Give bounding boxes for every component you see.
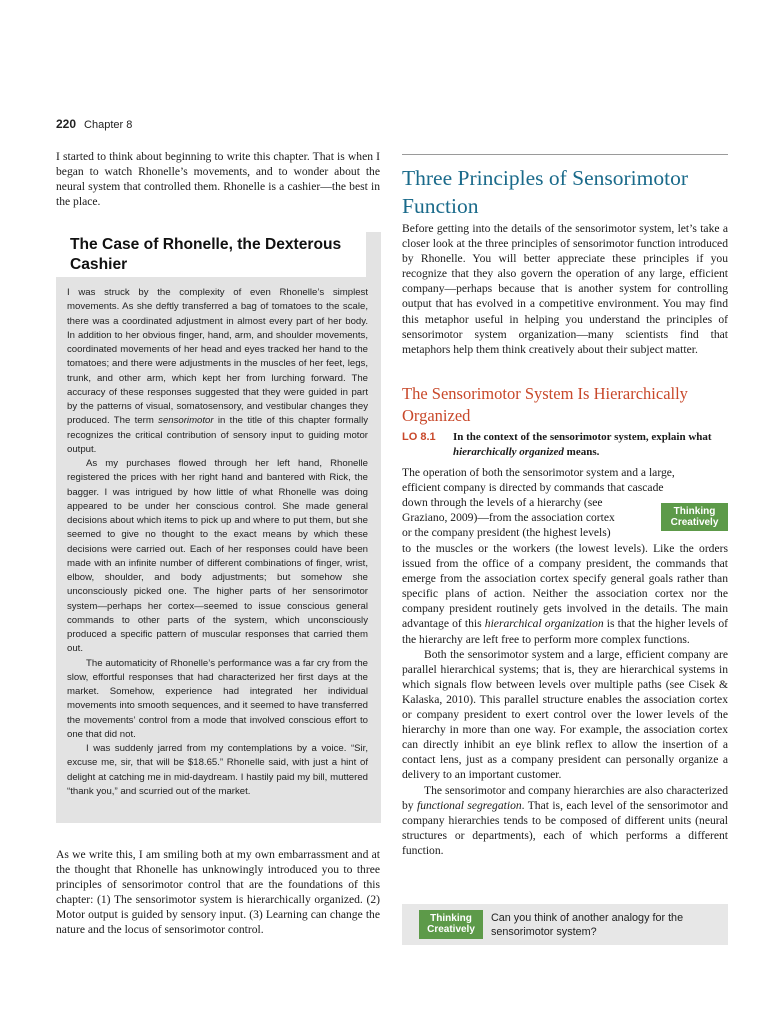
hierarchy-paragraphs bbox=[402, 541, 728, 858]
hier-text-b: is that the higher levels of the hierarchy are left free to perform more complex functions. bbox=[402, 617, 728, 646]
case-paragraph-2: As my purchases flowed through her left hand, Rhonelle registered the prices with her right hand and bantered with Rick, the bagger. I was intrigued by how little of what Rhonelle was doing appeared to be under her conscious control. She made general decisions about which items to pick up and where to put them, but she seemed to give no thought to the exact means by which these decisions were carried out. Each of her responses could have been made with an infinite number of different combinations of finger, wrist, elbow, shoulder, and body adjustments; but somehow she unconsciously picked one. The higher parts of her sensorimotor system—perhaps her cortex—seemed to issue conscious general commands to other parts of the system, which unconsciously produced a specific pattern of muscular responses that carried them out. bbox=[67, 458, 368, 655]
thinking-creatively-badge-2 bbox=[419, 910, 483, 939]
lo-text-b: means. bbox=[563, 446, 600, 458]
case-paragraph-4: I was suddenly jarred from my contemplations by a voice. “Sir, excuse me, sir, that will be $18.65.” Rhonelle said, with just a hint of delight at catching me in mid-daydream. I hastily paid my bill, muttered “thank you,” and scurried out of the market. bbox=[67, 743, 368, 797]
operation-line-2: efficient company is directed by commands that cascade bbox=[402, 481, 664, 495]
thinking-creatively-question: Can you think of another analogy for the sensorimotor system? bbox=[491, 912, 684, 938]
operation-line-4: Graziano, 2009)—from the association cortex bbox=[402, 511, 615, 525]
case-box-title: The Case of Rhonelle, the Dexterous Cashier bbox=[70, 236, 342, 273]
operation-line-3: down through the levels of a hierarchy (see bbox=[402, 496, 603, 510]
segregation-paragraph bbox=[402, 783, 728, 858]
seg-text-b: . That is, each level of the sensorimotor and company hierarchies tends to be composed of different units (neural structures or departments), each of which performs a different function. bbox=[402, 798, 729, 857]
outro-paragraph: As we write this, I am smiling both at my own embarrassment and at the thought that Rhonelle has unknowingly introduced you to three principles of sensorimotor control that are the foundations of this chapter: (1) The sensorimotor system is hierarchically organized. (2) Motor output is guided by sensory input. (3) Learning can change the nature and the locus of sensorimotor control. bbox=[56, 848, 380, 937]
badge2-line-2: Creatively bbox=[427, 924, 475, 935]
section-intro-paragraph: Before getting into the details of the sensorimotor system, let’s take a closer look at the three principles of sensorimotor function introduced by Rhonelle. You will better appreciate these principles if you recognize that they also govern the operation of any large, efficient company—perhaps because that is another system for controlling output that has evolved in a competitive environment. You may find this metaphor useful in helping you understand the principles of sensorimotor system organization—many scientists find that metaphors help them think creatively about their subject matter. bbox=[402, 222, 728, 356]
badge-line-1: Thinking bbox=[673, 506, 716, 517]
case-paragraph-3: The automaticity of Rhonelle’s performance was a far cry from the slow, effortful responses that had characterized her first days at the market. Somehow, experience had integrated her individual movements into smooth sequences, and it seemed to have transferred the movements’ control from a mode that involved conscious effort to one that did not. bbox=[67, 657, 368, 740]
badge2-line-1: Thinking bbox=[430, 913, 472, 924]
chapter-label: Chapter 8 bbox=[84, 119, 133, 131]
seg-text-a: The sensorimotor and company hierarchies are also characterized by bbox=[402, 783, 728, 812]
case-box-body bbox=[67, 286, 368, 799]
case-box-header bbox=[56, 232, 366, 277]
page-number: 220 bbox=[56, 117, 77, 131]
badge-line-2: Creatively bbox=[670, 517, 719, 528]
section-title: Three Principles of Sensorimotor Function bbox=[402, 166, 689, 218]
intro-paragraph: I started to think about beginning to write this chapter. That is when I began to watch Rhonelle’s movements, and to wonder about the neural system that controlled them. Rhonelle is a cashier—the best in the place. bbox=[56, 150, 380, 209]
hier-emphasis: hierarchical organization bbox=[484, 617, 604, 631]
case-p1-text-b: in the title of this chapter formally recognizes the critical contribution of sensory input to guiding motor output. bbox=[67, 415, 368, 455]
lo-text-emphasis: hierarchically organized bbox=[453, 446, 564, 458]
operation-line-1: The operation of both the sensorimotor system and a large, bbox=[402, 466, 675, 479]
case-box bbox=[56, 232, 381, 823]
section-rule bbox=[402, 154, 728, 155]
page-header bbox=[56, 117, 132, 131]
hier-text-a: to the muscles or the workers (the lowest levels). Like the orders issued from the office of a company president, the commands that emerge from the association cortex specify general goals rather than specific plans of action. Neither the association cortex nor the company president routinely gets involved in the details. The main advantage of this bbox=[402, 542, 728, 631]
parallel-paragraph: Both the sensorimotor system and a large, efficient company are parallel hierarchical systems; that is, they are hierarchical systems in which signals flow between levels over multiple paths (see Cisek & Kalaska, 2010). This parallel structure enables the association cortex or company president to exert control over the lower levels of the hierarchy in more than one way. For example, the association cortex can directly inhibit an eye blink reflex to allow the insertion of a contact lens, just as a company president can personally organize a delivery to an important customer. bbox=[402, 647, 728, 782]
case-p1-emphasis: sensorimotor bbox=[158, 415, 214, 427]
thinking-creatively-box bbox=[402, 904, 728, 945]
lo-text-a: In the context of the sensorimotor system, explain what bbox=[453, 431, 712, 443]
case-p1-text-a: I was struck by the complexity of even Rhonelle’s simplest movements. As she deftly transferred a bag of tomatoes to the scale, there was a coordinated adjustment in almost every part of her body. In addition to her obvious finger, hand, arm, and shoulder movements, coordinated movements of her head and eyes tracked her hand to the tomatoes; and there were adjustments in the muscles of her feet, legs, trunk, and other arm, which kept her from lurching forward. The accuracy of these responses suggested that they were guided in part by the patterns of visual, somatosensory, and vestibular changes they produced. The term bbox=[67, 287, 368, 427]
hierarchy-paragraph bbox=[402, 541, 728, 647]
learning-objective-text bbox=[453, 430, 728, 460]
seg-emphasis: functional segregation bbox=[416, 798, 522, 812]
case-paragraph-1 bbox=[67, 286, 368, 457]
thinking-creatively-badge bbox=[661, 503, 728, 531]
operation-line-5: or the company president (the highest levels) bbox=[402, 526, 611, 540]
subsection-title: The Sensorimotor System Is Hierarchically Organized bbox=[402, 384, 688, 425]
learning-objective-tag: LO 8.1 bbox=[402, 431, 436, 443]
